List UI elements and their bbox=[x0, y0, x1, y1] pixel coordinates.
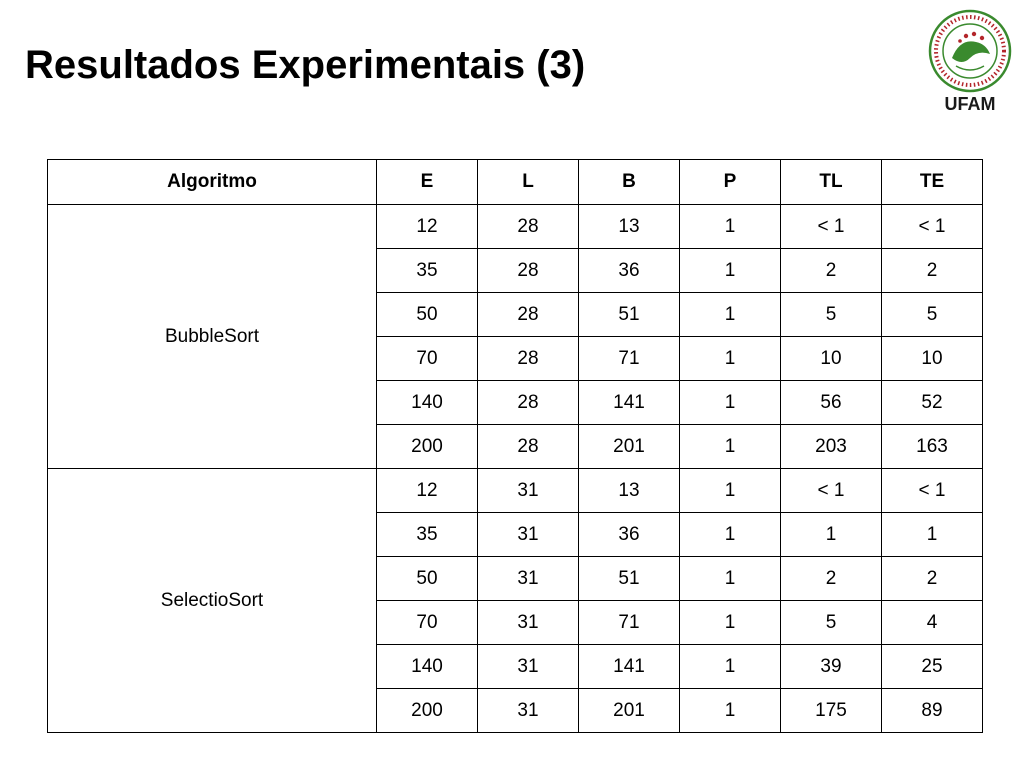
cell-e: 70 bbox=[377, 601, 478, 645]
cell-e: 140 bbox=[377, 381, 478, 425]
cell-tl: 2 bbox=[781, 557, 882, 601]
cell-te: 5 bbox=[882, 293, 983, 337]
cell-b: 36 bbox=[579, 249, 680, 293]
cell-b: 13 bbox=[579, 205, 680, 249]
cell-l: 31 bbox=[478, 601, 579, 645]
cell-l: 28 bbox=[478, 205, 579, 249]
slide-title: Resultados Experimentais (3) bbox=[25, 43, 586, 87]
cell-p: 1 bbox=[680, 513, 781, 557]
cell-tl: 10 bbox=[781, 337, 882, 381]
cell-te: < 1 bbox=[882, 205, 983, 249]
table-body bbox=[48, 205, 983, 733]
cell-te: 163 bbox=[882, 425, 983, 469]
cell-e: 50 bbox=[377, 557, 478, 601]
header-algoritmo: Algoritmo bbox=[48, 160, 377, 205]
cell-p: 1 bbox=[680, 293, 781, 337]
cell-te: < 1 bbox=[882, 469, 983, 513]
table-header-row bbox=[48, 160, 983, 205]
cell-tl: 2 bbox=[781, 249, 882, 293]
cell-p: 1 bbox=[680, 249, 781, 293]
cell-tl: 39 bbox=[781, 645, 882, 689]
cell-tl: < 1 bbox=[781, 469, 882, 513]
cell-tl: 5 bbox=[781, 601, 882, 645]
header-b: B bbox=[579, 160, 680, 205]
cell-b: 71 bbox=[579, 601, 680, 645]
cell-te: 2 bbox=[882, 557, 983, 601]
cell-e: 140 bbox=[377, 645, 478, 689]
cell-l: 31 bbox=[478, 557, 579, 601]
cell-p: 1 bbox=[680, 469, 781, 513]
header-p: P bbox=[680, 160, 781, 205]
cell-l: 28 bbox=[478, 293, 579, 337]
cell-e: 12 bbox=[377, 469, 478, 513]
cell-p: 1 bbox=[680, 689, 781, 733]
cell-b: 71 bbox=[579, 337, 680, 381]
logo-label: UFAM bbox=[944, 94, 996, 114]
header-l: L bbox=[478, 160, 579, 205]
cell-tl: 203 bbox=[781, 425, 882, 469]
algorithm-cell: BubbleSort bbox=[48, 205, 377, 469]
cell-te: 25 bbox=[882, 645, 983, 689]
cell-b: 36 bbox=[579, 513, 680, 557]
results-table bbox=[47, 159, 983, 733]
cell-tl: 1 bbox=[781, 513, 882, 557]
cell-p: 1 bbox=[680, 557, 781, 601]
cell-e: 70 bbox=[377, 337, 478, 381]
ufam-logo bbox=[926, 8, 1014, 112]
header-e: E bbox=[377, 160, 478, 205]
table-row bbox=[48, 205, 983, 249]
cell-b: 141 bbox=[579, 645, 680, 689]
cell-l: 31 bbox=[478, 689, 579, 733]
cell-te: 4 bbox=[882, 601, 983, 645]
cell-tl: 5 bbox=[781, 293, 882, 337]
cell-p: 1 bbox=[680, 645, 781, 689]
cell-p: 1 bbox=[680, 425, 781, 469]
cell-e: 35 bbox=[377, 249, 478, 293]
cell-p: 1 bbox=[680, 205, 781, 249]
algorithm-cell: SelectioSort bbox=[48, 469, 377, 733]
cell-l: 31 bbox=[478, 469, 579, 513]
cell-tl: 175 bbox=[781, 689, 882, 733]
cell-e: 200 bbox=[377, 425, 478, 469]
cell-b: 201 bbox=[579, 689, 680, 733]
cell-tl: 56 bbox=[781, 381, 882, 425]
cell-e: 12 bbox=[377, 205, 478, 249]
header-te: TE bbox=[882, 160, 983, 205]
cell-l: 28 bbox=[478, 381, 579, 425]
cell-l: 28 bbox=[478, 337, 579, 381]
cell-te: 89 bbox=[882, 689, 983, 733]
cell-l: 31 bbox=[478, 513, 579, 557]
cell-te: 10 bbox=[882, 337, 983, 381]
cell-b: 51 bbox=[579, 557, 680, 601]
cell-tl: < 1 bbox=[781, 205, 882, 249]
cell-l: 31 bbox=[478, 645, 579, 689]
cell-p: 1 bbox=[680, 601, 781, 645]
cell-l: 28 bbox=[478, 425, 579, 469]
cell-p: 1 bbox=[680, 381, 781, 425]
cell-e: 35 bbox=[377, 513, 478, 557]
cell-b: 141 bbox=[579, 381, 680, 425]
cell-e: 200 bbox=[377, 689, 478, 733]
cell-te: 52 bbox=[882, 381, 983, 425]
cell-b: 13 bbox=[579, 469, 680, 513]
university-seal-icon bbox=[926, 8, 1014, 94]
cell-te: 1 bbox=[882, 513, 983, 557]
cell-p: 1 bbox=[680, 337, 781, 381]
cell-b: 51 bbox=[579, 293, 680, 337]
cell-l: 28 bbox=[478, 249, 579, 293]
cell-e: 50 bbox=[377, 293, 478, 337]
cell-b: 201 bbox=[579, 425, 680, 469]
table-row bbox=[48, 469, 983, 513]
cell-te: 2 bbox=[882, 249, 983, 293]
header-tl: TL bbox=[781, 160, 882, 205]
